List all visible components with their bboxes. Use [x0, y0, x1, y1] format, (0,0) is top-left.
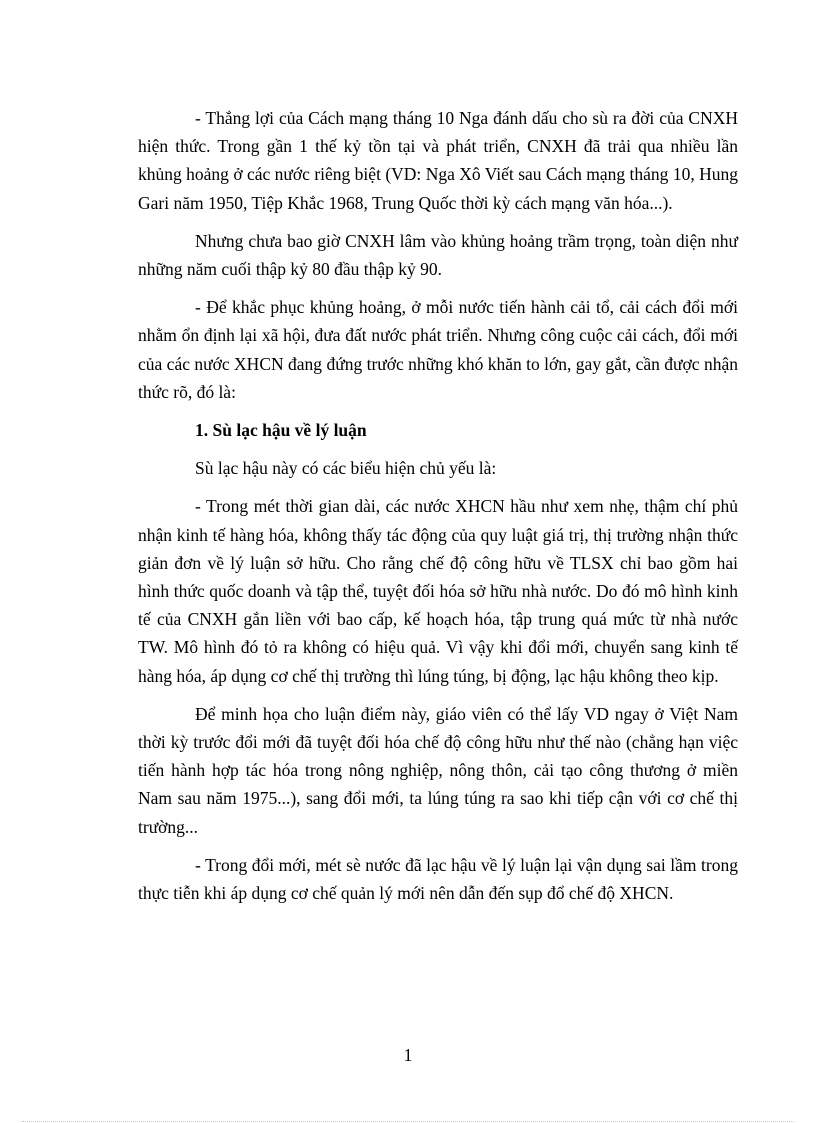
- paragraph-7: - Trong đổi mới, mét sè nước đã lạc hậu về lý luận lại vận dụng sai lầm trong thực tiễn khi áp dụng cơ chế quản lý mới nên dẫn đến sụp đổ chế độ XHCN.: [138, 854, 738, 904]
- paragraph-1: - Thắng lợi của Cách mạng tháng 10 Nga đánh dấu cho sù ra đời của CNXH hiện thức. Trong gần 1 thế kỷ tồn tại và phát triển, CNXH đã trải qua nhiều lần khủng hoảng ở các nước riêng biệt (VD: Nga Xô Viết sau Cách mạng tháng 10, Hung Gari năm 1950, Tiệp Khắc 1968, Trung Quốc thời kỳ cách mạng văn hóa...).: [138, 108, 738, 213]
- document-body: [138, 104, 738, 917]
- page-bottom-divider: [22, 1121, 794, 1122]
- paragraph-6: Để minh họa cho luận điểm này, giáo viên có thể lấy VD ngay ở Việt Nam thời kỳ trước đổi mới đã tuyệt đối hóa chế độ công hữu như thế nào (chẳng hạn việc tiến hành hợp tác hóa trong nông nghiệp, nông thôn, cải tạo công thương ở miền Nam sau năm 1975...), sang đổi mới, ta lúng túng ra sao khi tiếp cận với cơ chế thị trường...: [138, 703, 738, 837]
- paragraph-5: - Trong mét thời gian dài, các nước XHCN hầu như xem nhẹ, thậm chí phủ nhận kinh tế hàng hóa, không thấy tác động của quy luật giá trị, thị trường nhận thức giản đơn về lý luận sở hữu. Cho rằng chế độ công hữu về TLSX chỉ bao gồm hai hình thức quốc doanh và tập thể, tuyệt đối hóa sở hữu nhà nước. Do đó mô hình kinh tế của CNXH gắn liền với bao cấp, kế hoạch hóa, tập trung quá mức từ nhà nước TW. Mô hình đó tỏ ra không có hiệu quả. Vì vậy khi đổi mới, chuyển sang kinh tế hàng hóa, áp dụng cơ chế thị trường thì lúng túng, bị động, lạc hậu không theo kịp.: [138, 496, 738, 686]
- page-number: 1: [403, 1045, 413, 1065]
- section-heading: 1. Sù lạc hậu về lý luận: [195, 420, 367, 441]
- paragraph-2: Nhưng chưa bao giờ CNXH lâm vào khủng hoảng trầm trọng, toàn diện như những năm cuối thập kỷ 80 đầu thập kỷ 90.: [138, 230, 738, 280]
- paragraph-3: - Để khắc phục khủng hoảng, ở mỗi nước tiến hành cải tổ, cải cách đổi mới nhằm ổn định lại xã hội, đưa đất nước phát triển. Nhưng công cuộc cải cách, đổi mới của các nước XHCN đang đứng trước những khó khăn to lớn, gay gắt, cần được nhận thức rõ, đó là:: [138, 297, 738, 402]
- paragraph-4: Sù lạc hậu này có các biểu hiện chủ yếu là:: [195, 458, 497, 479]
